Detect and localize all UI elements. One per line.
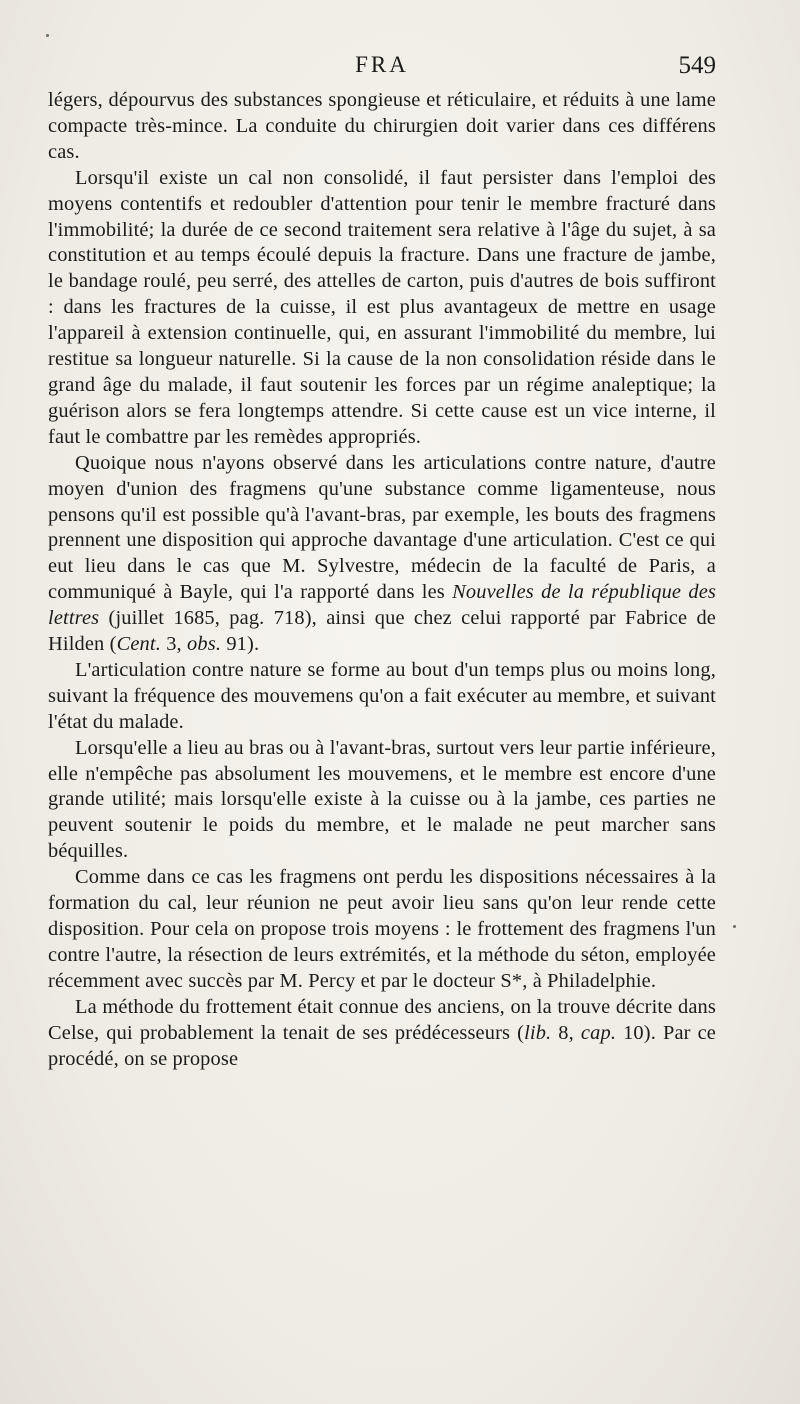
print-speck [733, 925, 736, 928]
paragraph-text: 10). Par ce procédé, on se propose [48, 1021, 717, 1070]
paragraph-text: Quoique nous n'ayons observé dans les articulations contre nature, d'autre moyen d'union des fragmens qu'une substance comme ligamenteuse, nous pensons qu'il est possible qu'à l'avant-bras, par exemple, les bouts des fragmens prennent une disposition qui approche davantage d'une articulation. C'est ce qui eut lieu dans le cas que M. Sylvestre, médecin de la faculté de Paris, a communiqué à Bayle, qui l'a rapporté dans les [48, 451, 716, 604]
paragraph-text: L'articulation contre nature se forme au bout d'un temps plus ou moins long, suivant la fréquence des mouvemens qu'on a fait exécuter au membre, et suivant l'état du malade. [48, 658, 716, 733]
paragraph [48, 451, 716, 658]
paragraph-text: (juillet 1685, pag. 718), ainsi que chez celui rapporté par Fabrice de Hilden ( [48, 607, 716, 656]
paragraph-text: La méthode du frottement était connue des anciens, on la trouve décrite dans Celse, qui probablement la tenait de ses prédécesseurs ( [48, 995, 716, 1044]
italic-text: Nouvelles de la république des lettres [48, 581, 716, 630]
paragraph-text: Comme dans ce cas les fragmens ont perdu les dispositions nécessaires à la formation du cal, leur réunion ne peut avoir lieu sans qu'on leur rende cette disposition. Pour cela on propose trois moyens : le frottement des fragmens l'un contre l'autre, la résection de leurs extrémités, et la méthode du séton, employée récemment avec succès par M. Percy et par le docteur S*, à Philadelphie. [48, 866, 716, 992]
paragraph-text: 91). [221, 633, 260, 656]
page-number: 549 [678, 52, 716, 79]
italic-text: obs. [187, 633, 222, 656]
paragraph [48, 736, 716, 866]
paragraph [48, 166, 716, 451]
paragraph-text: Lorsqu'il existe un cal non consolidé, il faut persister dans l'emploi des moyens contentifs et redoubler d'attention pour tenir le membre fracturé dans l'immobilité; la durée de ce second traitement sera relative à l'âge du sujet, à sa constitution et au temps écoulé depuis la fracture. Dans une fracture de jambe, le bandage roulé, peu serré, des attelles de carton, puis d'autres de bois suffiront : dans les fractures de la cuisse, il est plus avantageux de mettre en usage l'appareil à extension continuelle, qui, en assurant l'immobilité du membre, lui restitue sa longueur naturelle. Si la cause de la non consolidation réside dans le grand âge du malade, il faut soutenir les forces par un régime analeptique; la guérison alors se fera longtemps attendre. Si cette cause est un vice interne, il faut le combattre par les remèdes appropriés. [48, 166, 716, 448]
paragraph [48, 658, 716, 736]
italic-text: Cent. [116, 633, 161, 656]
body-text [48, 88, 716, 1072]
paragraph [48, 865, 716, 995]
italic-text: lib. [524, 1021, 552, 1044]
running-title: FRA [355, 52, 409, 77]
italic-text: cap. [580, 1021, 617, 1044]
print-speck [46, 34, 49, 37]
running-header [48, 52, 716, 86]
paragraph-text: Lorsqu'elle a lieu au bras ou à l'avant-bras, surtout vers leur partie inférieure, elle n'empêche pas absolument les mouvemens, et le membre est encore d'une grande utilité; mais lorsqu'elle existe à la cuisse ou à la jambe, ces parties ne peuvent soutenir le poids du membre, et le malade ne peut marcher sans béquilles. [48, 736, 716, 863]
paragraph-text: légers, dépourvus des substances spongieuse et réticulaire, et réduits à une lame compacte très-mince. La conduite du chirurgien doit varier dans ces différens cas. [48, 89, 716, 163]
paragraph [48, 995, 716, 1073]
paragraph-text: 8, [551, 1021, 581, 1044]
paragraph-text: 3, [160, 633, 188, 656]
paragraph [48, 88, 716, 166]
